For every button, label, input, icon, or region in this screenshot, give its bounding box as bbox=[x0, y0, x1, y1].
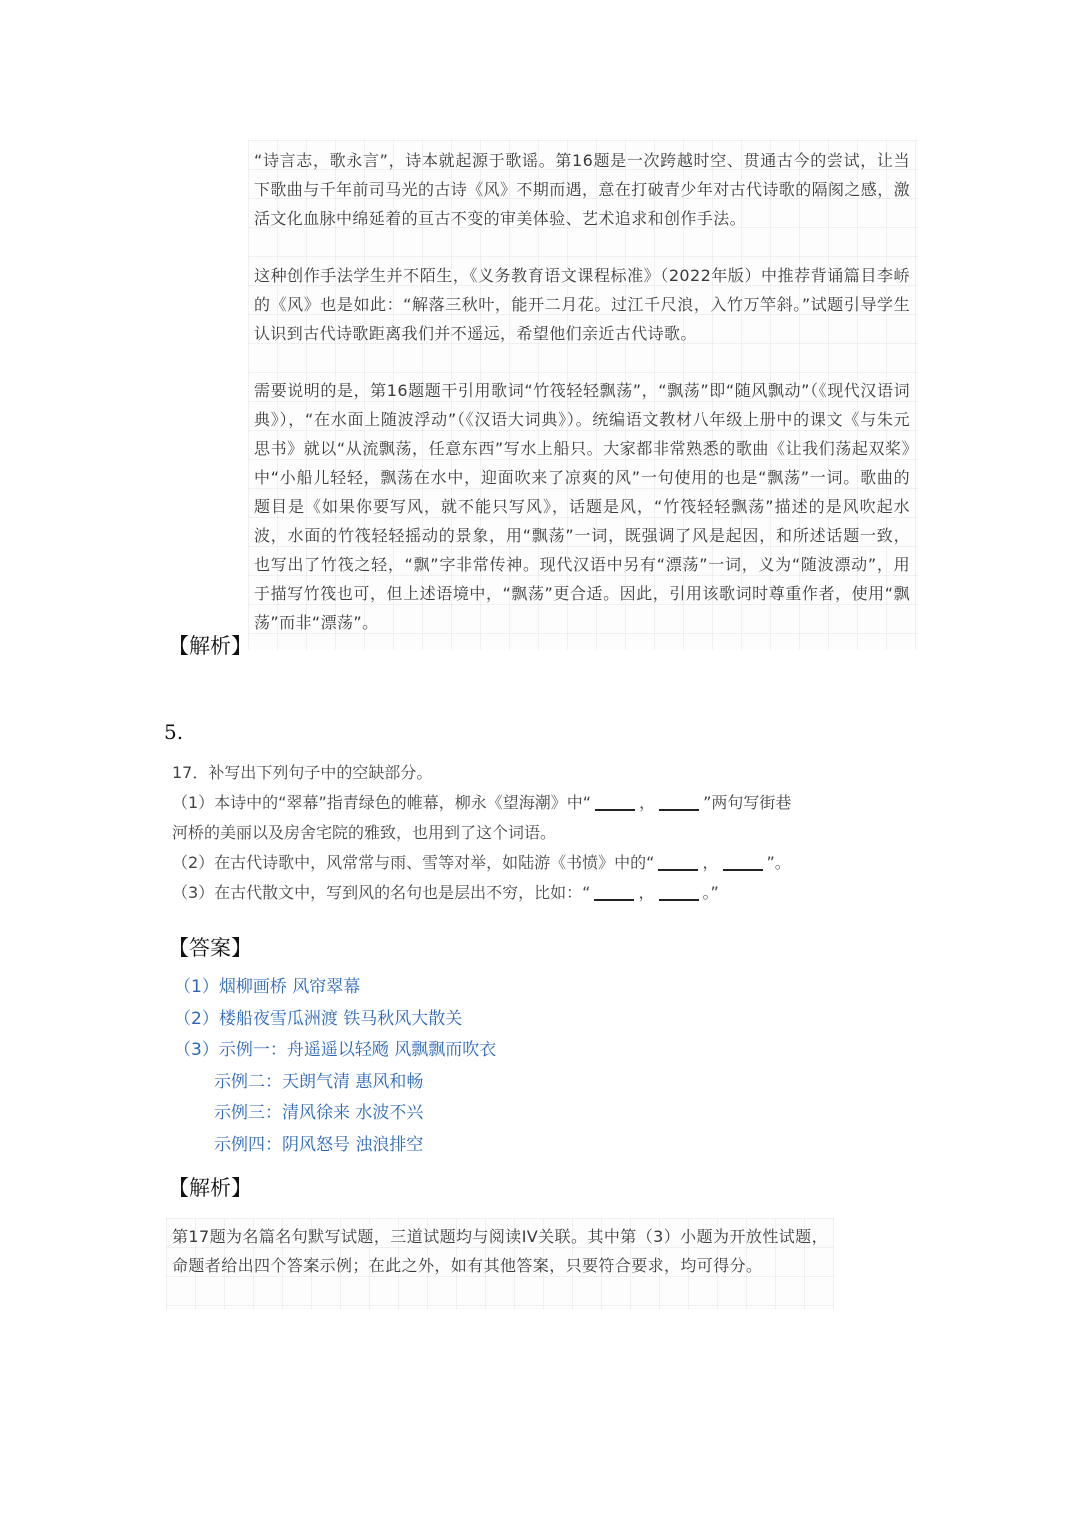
analysis-panel bbox=[166, 1218, 834, 1310]
prev-analysis-panel bbox=[248, 140, 918, 650]
fill-blank[interactable] bbox=[659, 793, 699, 811]
fill-blank[interactable] bbox=[595, 793, 635, 811]
analysis-paragraph: 第17题为名篇名句默写试题，三道试题均与阅读IV关联。其中第（3）小题为开放性试题，命题者给出四个答案示例；在此之外，如有其他答案，只要符合要求，均可得分。 bbox=[172, 1227, 828, 1275]
question-item-3 bbox=[172, 878, 852, 908]
answer-line: （2）楼船夜雪瓜洲渡 铁马秋风大散关 bbox=[174, 1008, 463, 1029]
fill-blank[interactable] bbox=[723, 853, 763, 871]
answer-label: 【答案】 bbox=[168, 936, 252, 960]
answer-line: （1）烟柳画桥 风帘翠幕 bbox=[174, 977, 361, 997]
question-text: 。” bbox=[702, 883, 719, 902]
question-text: ， bbox=[638, 883, 655, 902]
answer-line: （3）示例一：舟遥遥以轻飏 风飘飘而吹衣 bbox=[174, 1040, 497, 1060]
question-item-1 bbox=[172, 788, 852, 818]
fill-blank[interactable] bbox=[658, 853, 698, 871]
answer-line: 示例三：清风徐来 水波不兴 bbox=[214, 1103, 424, 1123]
analysis-label: 【解析】 bbox=[168, 634, 252, 658]
question-title: 17．补写出下列句子中的空缺部分。 bbox=[172, 763, 433, 782]
fill-blank[interactable] bbox=[594, 883, 634, 901]
analysis-label: 【解析】 bbox=[168, 1176, 252, 1200]
question-text: （2）在古代诗歌中，风常常与雨、雪等对举，如陆游《书愤》中的“ bbox=[172, 853, 655, 872]
question-text: ， bbox=[639, 793, 656, 812]
answer-line: 示例二：天朗气清 惠风和畅 bbox=[214, 1071, 424, 1092]
question-text: ”。 bbox=[766, 853, 791, 872]
question-block bbox=[172, 758, 852, 908]
question-item-2 bbox=[172, 848, 852, 878]
fill-blank[interactable] bbox=[659, 883, 699, 901]
analysis-paragraph: 需要说明的是，第16题题干引用歌词“竹筏轻轻飘荡”，“飘荡”即“随风飘动”（《现代汉语词典》），“在水面上随波浮动”（《汉语大词典》）。统编语文教材八年级上册中的课文《与朱元思书》就以“从流飘荡，任意东西”写水上船只。大家都非常熟悉的歌曲《让我们荡起双桨》中“小船儿轻轻，飘荡在水中，迎面吹来了凉爽的风”一句使用的也是“飘荡”一词。歌曲的题目是《如果你要写风，就不能只写风》，话题是风，“竹筏轻轻飘荡”描述的是风吹起水波，水面的竹筏轻轻摇动的景象，用“飘荡”一词，既强调了风是起因，和所述话题一致，也写出了竹筏之轻，“飘”字非常传神。现代汉语中另有“漂荡”一词，义为“随波漂动”，用于描写竹筏也可，但上述语境中，“飘荡”更合适。因此，引用该歌词时尊重作者，使用“飘荡”而非“漂荡”。 bbox=[254, 381, 910, 632]
question-text: （1）本诗中的“翠幕”指青绿色的帷幕，柳永《望海潮》中“ bbox=[172, 793, 592, 812]
question-number: 5. bbox=[164, 720, 184, 744]
question-item-1-cont: 河桥的美丽以及房舍宅院的雅致，也用到了这个词语。 bbox=[172, 823, 557, 842]
answer-line: 示例四：阴风怒号 浊浪排空 bbox=[214, 1134, 424, 1155]
answer-list bbox=[174, 972, 496, 1161]
question-text: ， bbox=[702, 853, 719, 872]
question-text: （3）在古代散文中，写到风的名句也是层出不穷，比如：“ bbox=[172, 883, 591, 902]
analysis-paragraph: 这种创作手法学生并不陌生，《义务教育语文课程标准》（2022年版）中推荐背诵篇目李峤的《风》也是如此：“解落三秋叶，能开二月花。过江千尺浪，入竹万竿斜。”试题引导学生认识到古代诗歌距离我们并不遥远，希望他们亲近古代诗歌。 bbox=[254, 266, 910, 343]
question-text: ”两句写街巷 bbox=[703, 793, 792, 812]
analysis-paragraph: “诗言志，歌永言”，诗本就起源于歌谣。第16题是一次跨越时空、贯通古今的尝试，让当下歌曲与千年前司马光的古诗《风》不期而遇，意在打破青少年对古代诗歌的隔阂之感，激活文化血脉中绵延着的亘古不变的审美体验、艺术追求和创作手法。 bbox=[254, 151, 911, 228]
